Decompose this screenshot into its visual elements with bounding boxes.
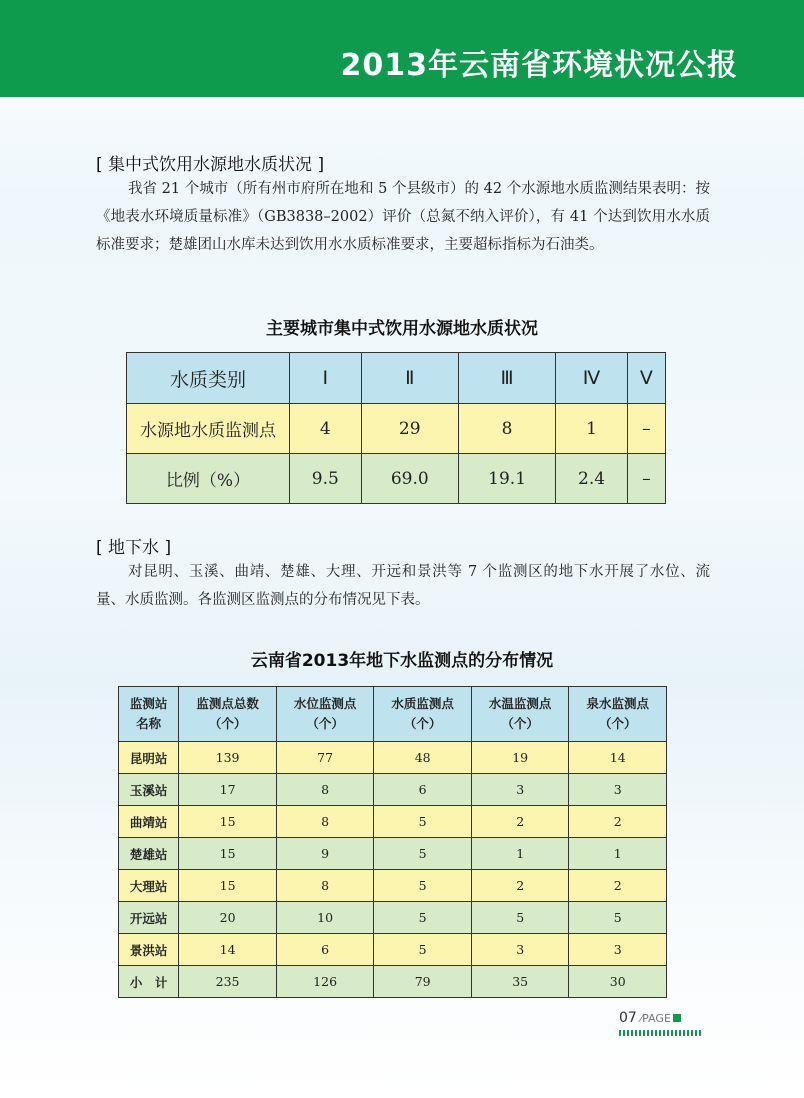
table1-header-cell: Ⅳ — [556, 353, 628, 404]
table2-subtotal-row — [119, 966, 667, 998]
section-heading-drinking-water: [ 集中式饮用水源地水质状况 ] — [96, 155, 325, 175]
table2-cell: 6 — [374, 774, 472, 806]
table2-cell: 5 — [374, 934, 472, 966]
table2-cell: 3 — [471, 774, 569, 806]
table2-row — [119, 774, 667, 806]
table1-cell: 9.5 — [290, 454, 362, 504]
table1-row-label: 水源地水质监测点 — [127, 404, 290, 454]
table2-row — [119, 838, 667, 870]
table2-cell: 2 — [471, 870, 569, 902]
table2-header-cell: 水位监测点 （个） — [276, 687, 374, 742]
table1-row — [127, 454, 666, 504]
table1-header-cell: 水质类别 — [127, 353, 290, 404]
table2-cell: 8 — [276, 806, 374, 838]
drinking-water-paragraph: 我省 21 个城市（所有州市府所在地和 5 个县级市）的 42 个水源地水质监测结果表明：按《地表水环境质量标准》（GB3838–2002）评价（总氮不纳入评价），有 41 个达到饮用水水质标准要求；楚雄团山水库未达到饮用水水质标准要求，主要超标指标为石油类。 — [96, 181, 710, 253]
report-title: 2013年云南省环境状况公报 — [340, 48, 738, 83]
table2-cell: 5 — [471, 902, 569, 934]
table2-cell: 3 — [569, 774, 667, 806]
table2-cell: 5 — [569, 902, 667, 934]
table2-cell: 30 — [569, 966, 667, 998]
table2-cell: 126 — [276, 966, 374, 998]
header-banner — [0, 0, 804, 97]
table2-cell: 2 — [569, 870, 667, 902]
table2-cell: 5 — [374, 838, 472, 870]
table2-cell: 5 — [374, 902, 472, 934]
table1-cell: 1 — [556, 404, 628, 454]
page-number — [619, 1010, 681, 1026]
table2-cell: 14 — [179, 934, 277, 966]
table2-header-row — [119, 687, 667, 742]
page-marker-icon — [673, 1014, 681, 1022]
section-heading-groundwater: [ 地下水 ] — [96, 538, 172, 558]
table2-cell: 48 — [374, 742, 472, 774]
table2-cell: 6 — [276, 934, 374, 966]
table2-cell: 8 — [276, 774, 374, 806]
table1-cell: 29 — [361, 404, 458, 454]
table2-row — [119, 870, 667, 902]
table2-cell: 15 — [179, 870, 277, 902]
table2-cell: 19 — [471, 742, 569, 774]
table2-cell: 3 — [569, 934, 667, 966]
table1-header-row — [127, 353, 666, 404]
station-name: 开远站 — [119, 902, 179, 934]
table2-header-cell: 泉水监测点 （个） — [569, 687, 667, 742]
table2-row — [119, 934, 667, 966]
station-name: 昆明站 — [119, 742, 179, 774]
table2-cell: 5 — [374, 806, 472, 838]
station-name: 楚雄站 — [119, 838, 179, 870]
table1-row-label: 比例（%） — [127, 454, 290, 504]
table2-cell: 1 — [471, 838, 569, 870]
table2-header-cell: 水质监测点 （个） — [374, 687, 472, 742]
table2-row — [119, 806, 667, 838]
table1-caption: 主要城市集中式饮用水源地水质状况 — [266, 319, 538, 339]
table2-header-cell: 监测点总数 （个） — [179, 687, 277, 742]
table1-cell: 2.4 — [556, 454, 628, 504]
table2-row — [119, 742, 667, 774]
table1-header-cell: Ⅰ — [290, 353, 362, 404]
table2-cell: 77 — [276, 742, 374, 774]
table2-header-cell: 水温监测点 （个） — [471, 687, 569, 742]
table2-cell: 79 — [374, 966, 472, 998]
table2-cell: 20 — [179, 902, 277, 934]
page-number-value: 07 — [619, 1010, 637, 1026]
station-name: 玉溪站 — [119, 774, 179, 806]
table2-cell: 15 — [179, 806, 277, 838]
table2-header-cell: 监测站 名称 — [119, 687, 179, 742]
table1-cell: 8 — [458, 404, 555, 454]
table2-row — [119, 902, 667, 934]
station-name: 景洪站 — [119, 934, 179, 966]
table1-header-cell: Ⅲ — [458, 353, 555, 404]
table1-cell: 4 — [290, 404, 362, 454]
table2-cell: 2 — [471, 806, 569, 838]
groundwater-paragraph: 对昆明、玉溪、曲靖、楚雄、大理、开远和景洪等 7 个监测区的地下水开展了水位、流量、水质监测。各监测区监测点的分布情况见下表。 — [96, 564, 710, 608]
table2-caption: 云南省2013年地下水监测点的分布情况 — [250, 651, 554, 671]
page-decorative-bar — [619, 1030, 701, 1036]
table2-cell: 235 — [179, 966, 277, 998]
station-name: 大理站 — [119, 870, 179, 902]
station-name: 曲靖站 — [119, 806, 179, 838]
table2-cell: 17 — [179, 774, 277, 806]
table1-cell: – — [627, 404, 665, 454]
table2-cell: 2 — [569, 806, 667, 838]
table2-cell: 139 — [179, 742, 277, 774]
table1-row — [127, 404, 666, 454]
table2-cell: 1 — [569, 838, 667, 870]
table1-header-cell: Ⅱ — [361, 353, 458, 404]
table2-cell: 14 — [569, 742, 667, 774]
groundwater-monitoring-table — [118, 686, 667, 998]
table2-cell: 10 — [276, 902, 374, 934]
table1-cell: 69.0 — [361, 454, 458, 504]
subtotal-label: 小 计 — [119, 966, 179, 998]
drinking-water-quality-table — [126, 352, 666, 504]
table1-cell: 19.1 — [458, 454, 555, 504]
table1-header-cell: Ⅴ — [627, 353, 665, 404]
table2-cell: 5 — [374, 870, 472, 902]
table2-cell: 9 — [276, 838, 374, 870]
page-label: ⁄PAGE — [636, 1012, 671, 1025]
table2-cell: 3 — [471, 934, 569, 966]
table2-cell: 8 — [276, 870, 374, 902]
table1-cell: – — [627, 454, 665, 504]
table2-cell: 35 — [471, 966, 569, 998]
table2-cell: 15 — [179, 838, 277, 870]
